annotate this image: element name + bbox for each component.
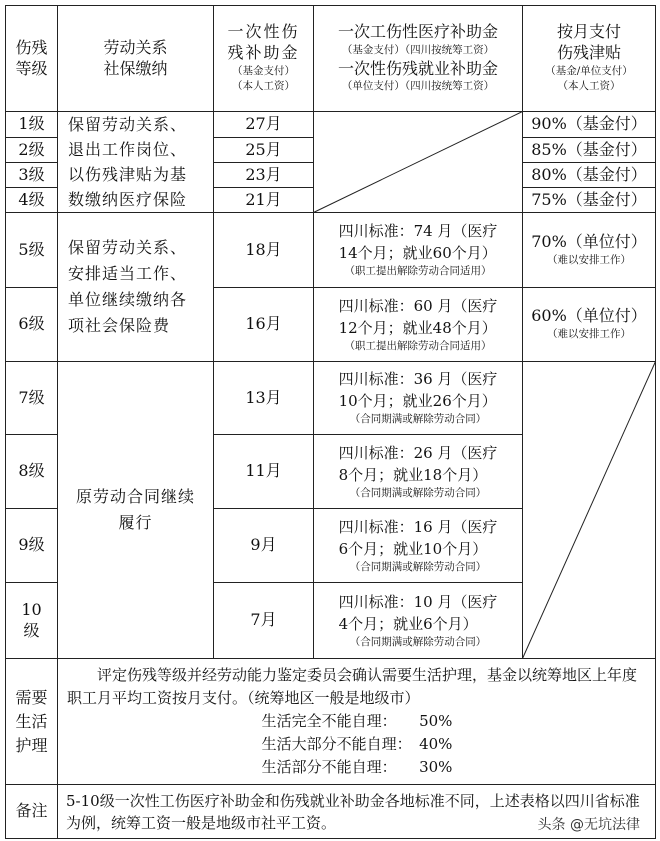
relation-1-4-line: 保留劳动关系、 bbox=[68, 115, 188, 134]
header-disability-grant bbox=[214, 6, 313, 111]
medical-5-text: 四川标准：74 月（医疗 14个月；就业60个月） bbox=[338, 222, 498, 263]
care-label: 需要 生活 护理 bbox=[15, 687, 48, 755]
level-5: 5级 bbox=[18, 239, 45, 259]
header-monthly-allowance bbox=[523, 6, 655, 111]
allowance-4: 75%（基金付） bbox=[531, 189, 647, 209]
allowance-5-text: 70%（单位付） bbox=[531, 231, 647, 251]
medical-8-note: （合同期满或解除劳动合同） bbox=[349, 486, 487, 499]
level-4: 4级 bbox=[18, 189, 45, 209]
header-allowance-base: （本人工资） bbox=[557, 80, 621, 93]
medical-9 bbox=[314, 509, 522, 582]
months-2: 25月 bbox=[245, 139, 282, 159]
months-4: 21月 bbox=[245, 189, 282, 209]
level-3: 3级 bbox=[18, 164, 45, 184]
header-allowance-title: 按月支付 伤残津贴 bbox=[556, 21, 621, 62]
watermark: 头条 @无坑法律 bbox=[534, 813, 644, 835]
relation-1-4-line: 以伤残津贴为基 bbox=[68, 165, 188, 184]
care-item-full: 生活完全不能自理： 50% bbox=[261, 712, 453, 730]
months-8: 11月 bbox=[245, 461, 282, 481]
header-allowance-payer: （基金/单位支付） bbox=[545, 64, 633, 77]
level-1: 1级 bbox=[18, 114, 45, 134]
medical-7-text: 四川标准：36 月（医疗 10个月；就业26个月） bbox=[338, 370, 498, 411]
care-item-most: 生活大部分不能自理： 40% bbox=[261, 735, 453, 753]
medical-7-note: （合同期满或解除劳动合同） bbox=[349, 413, 487, 426]
months-9: 9月 bbox=[250, 535, 277, 555]
allowance-5-note: （难以安排工作） bbox=[547, 253, 631, 266]
medical-6-text: 四川标准：60 月（医疗 12个月；就业48个月） bbox=[338, 296, 498, 337]
header-medical-employment bbox=[314, 6, 522, 111]
medical-9-text: 四川标准：16 月（医疗 6个月；就业10个月） bbox=[338, 517, 498, 558]
medical-5-note: （职工提出解除劳动合同适用） bbox=[344, 265, 492, 278]
medical-9-note: （合同期满或解除劳动合同） bbox=[349, 560, 487, 573]
relation-1-4-line: 数缴纳医疗保险 bbox=[68, 190, 188, 209]
level-2: 2级 bbox=[18, 139, 45, 159]
level-9: 9级 bbox=[18, 535, 45, 555]
level-6: 6级 bbox=[18, 314, 45, 334]
care-text: 评定伤残等级并经劳动能力鉴定委员会确认需要生活护理，基金以统筹地区上年度职工月平均工资按月支付。（统筹地区一般是地级市） bbox=[67, 666, 638, 707]
header-disability-grant-base: （本人工资） bbox=[232, 80, 295, 93]
medical-10 bbox=[314, 583, 522, 658]
allowance-2: 85%（基金付） bbox=[531, 139, 647, 159]
months-6: 16月 bbox=[245, 314, 282, 334]
header-medical-sub: （基金支付）（四川按统筹工资） bbox=[341, 43, 495, 56]
level-10: 10 级 bbox=[21, 599, 42, 640]
allowance-5 bbox=[523, 213, 655, 287]
months-7: 13月 bbox=[245, 387, 282, 407]
header-relation: 劳动关系 社保缴纳 bbox=[103, 37, 168, 78]
medical-6 bbox=[314, 288, 522, 361]
allowance-6-text: 60%（单位付） bbox=[531, 306, 647, 326]
header-employment-title: 一次性伤残就业补助金 bbox=[337, 58, 498, 78]
medical-8-text: 四川标准：26 月（医疗 8个月；就业18个月） bbox=[338, 443, 498, 484]
medical-6-note: （职工提出解除劳动合同适用） bbox=[344, 339, 492, 352]
medical-7 bbox=[314, 362, 522, 434]
months-10: 7月 bbox=[250, 610, 277, 630]
medical-8 bbox=[314, 435, 522, 508]
medical-10-text: 四川标准：10 月（医疗 4个月；就业6个月） bbox=[338, 592, 498, 633]
relation-1-4-line: 退出工作岗位、 bbox=[68, 140, 188, 159]
allowance-6 bbox=[523, 288, 655, 361]
medical-5 bbox=[314, 213, 522, 287]
note-text: 5-10级一次性工伤医疗补助金和伤残就业补助金各地标准不同，上述表格以四川省标准为例，统筹工资一般是地级市社平工资。 bbox=[66, 791, 640, 832]
header-level: 伤残 等级 bbox=[15, 37, 48, 78]
relation-7-10: 原劳动合同继续 履行 bbox=[75, 487, 195, 532]
allowance-6-note: （难以安排工作） bbox=[547, 328, 631, 341]
relation-5-6: 保留劳动关系、 安排适当工作、 单位继续缴纳各 项社会保险费 bbox=[68, 238, 188, 335]
level-7: 7级 bbox=[18, 387, 45, 407]
header-medical-title: 一次工伤性医疗补助金 bbox=[337, 21, 498, 41]
allowance-3: 80%（基金付） bbox=[531, 164, 647, 184]
relation-1-4 bbox=[58, 112, 213, 212]
care-content bbox=[62, 659, 652, 784]
months-3: 23月 bbox=[245, 164, 282, 184]
header-disability-grant-title: 一次性伤 残补助金 bbox=[227, 21, 300, 62]
note-label: 备注 bbox=[15, 801, 48, 821]
header-employment-sub: （单位支付）（四川按统筹工资） bbox=[341, 80, 495, 93]
header-disability-grant-payer: （基金支付） bbox=[232, 64, 295, 77]
months-1: 27月 bbox=[245, 114, 282, 134]
months-5: 18月 bbox=[245, 239, 282, 259]
medical-10-note: （合同期满或解除劳动合同） bbox=[349, 635, 487, 648]
allowance-1: 90%（基金付） bbox=[531, 114, 647, 134]
level-8: 8级 bbox=[18, 461, 45, 481]
care-item-partial: 生活部分不能自理： 30% bbox=[261, 758, 453, 776]
